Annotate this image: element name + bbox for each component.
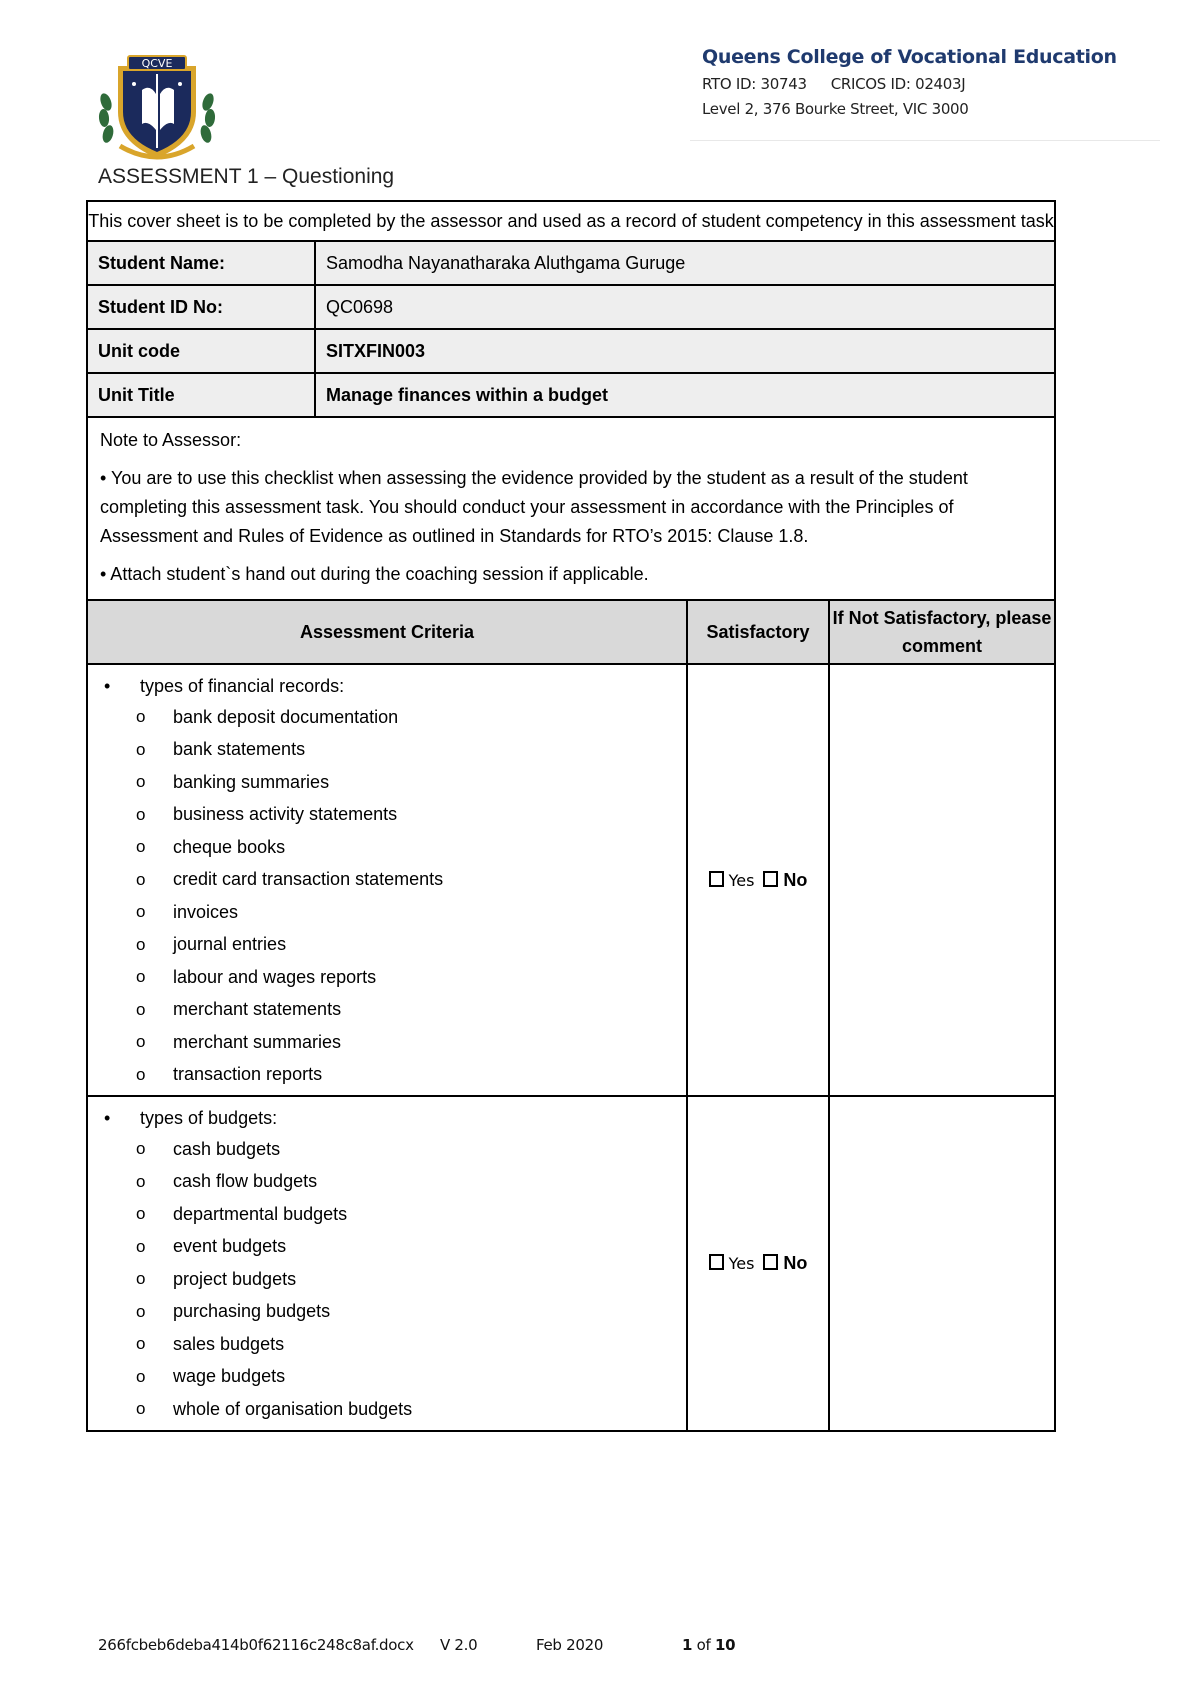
unit-code-label: Unit code — [87, 329, 315, 373]
note-bullet-2: • Attach student`s hand out during the coaching session if applicable. — [100, 564, 649, 584]
yes-checkbox[interactable] — [709, 871, 724, 887]
assessment-title: ASSESSMENT 1 – Questioning — [98, 165, 395, 188]
cover-note: This cover sheet is to be completed by the assessor and used as a record of student competency in this assessment task — [87, 201, 1055, 241]
list-item: o project budgets — [136, 1268, 297, 1289]
list-item: o labour and wages reports — [136, 966, 377, 987]
header-assessment-criteria: Assessment Criteria — [87, 600, 687, 664]
logo-text: QCVE — [141, 57, 173, 70]
criteria-list — [98, 701, 686, 1091]
list-item: o merchant statements — [136, 999, 342, 1020]
college-name: Queens College of Vocational Education — [702, 46, 1117, 68]
header-satisfactory: Satisfactory — [687, 600, 829, 664]
comment-cell-1[interactable] — [829, 664, 1055, 1096]
list-item: o event budgets — [136, 1236, 287, 1257]
criteria-title: types of budgets: — [140, 1107, 278, 1128]
list-item: o merchant summaries — [136, 1031, 342, 1052]
footer-page-number: 1 of 10 — [682, 1636, 736, 1654]
satisfactory-choice-2: Yes No — [687, 1096, 829, 1431]
satisfactory-choice-1: Yes No — [687, 664, 829, 1096]
header-divider — [690, 140, 1160, 141]
rto-id: RTO ID: 30743 — [702, 75, 807, 93]
college-info — [702, 46, 1162, 118]
student-name-label: Student Name: — [87, 241, 315, 285]
list-item: o cheque books — [136, 836, 286, 857]
criteria-list — [98, 1133, 686, 1426]
list-item: o banking summaries — [136, 771, 330, 792]
student-id-value: QC0698 — [315, 285, 1055, 329]
criteria-budgets — [87, 1096, 687, 1431]
list-item: o purchasing budgets — [136, 1301, 331, 1322]
list-item: o transaction reports — [136, 1064, 323, 1085]
criteria-financial-records — [87, 664, 687, 1096]
list-item: o cash flow budgets — [136, 1171, 318, 1192]
list-item: o journal entries — [136, 934, 287, 955]
list-item: o sales budgets — [136, 1333, 285, 1354]
yes-checkbox[interactable] — [709, 1254, 724, 1270]
note-to-assessor — [87, 417, 1055, 600]
list-item: o bank deposit documentation — [136, 706, 399, 727]
list-item: o credit card transaction statements — [136, 869, 444, 890]
list-item: o departmental budgets — [136, 1203, 348, 1224]
header-comment: If Not Satisfactory, please comment — [829, 600, 1055, 664]
list-item: o business activity statements — [136, 804, 398, 825]
list-item: o invoices — [136, 901, 239, 922]
bullet-icon: • — [104, 1107, 111, 1128]
cricos-id: CRICOS ID: 02403J — [830, 75, 966, 93]
footer-date: Feb 2020 — [536, 1636, 604, 1654]
list-item: o bank statements — [136, 739, 306, 760]
list-item: o whole of organisation budgets — [136, 1398, 413, 1419]
note-bullet-1: • You are to use this checklist when assessing the evidence provided by the student as a result of the student completing this assessment task. You should conduct your assessment in accordance with the Principles of Assessment and Rules of Evidence as outlined in Standards for RTO’s 2015: Clause 1.8. — [100, 468, 968, 546]
comment-cell-2[interactable] — [829, 1096, 1055, 1431]
student-name-value: Samodha Nayanatharaka Aluthgama Guruge — [315, 241, 1055, 285]
list-item: o cash budgets — [136, 1138, 281, 1159]
college-crest-logo — [98, 50, 216, 162]
unit-title-label: Unit Title — [87, 373, 315, 417]
unit-code-value: SITXFIN003 — [315, 329, 1055, 373]
bullet-icon: • — [104, 675, 111, 696]
list-item: o wage budgets — [136, 1366, 286, 1387]
footer-version: V 2.0 — [440, 1636, 478, 1654]
unit-title-value: Manage finances within a budget — [315, 373, 1055, 417]
assessment-cover-table — [86, 200, 1056, 1432]
criteria-title: types of financial records: — [140, 675, 345, 696]
no-checkbox[interactable] — [763, 871, 778, 887]
student-id-label: Student ID No: — [87, 285, 315, 329]
college-address: Level 2, 376 Bourke Street, VIC 3000 — [702, 100, 969, 118]
footer-filename: 266fcbeb6deba414b0f62116c248c8af.docx — [98, 1636, 414, 1654]
note-heading: Note to Assessor: — [100, 430, 242, 450]
no-checkbox[interactable] — [763, 1254, 778, 1270]
